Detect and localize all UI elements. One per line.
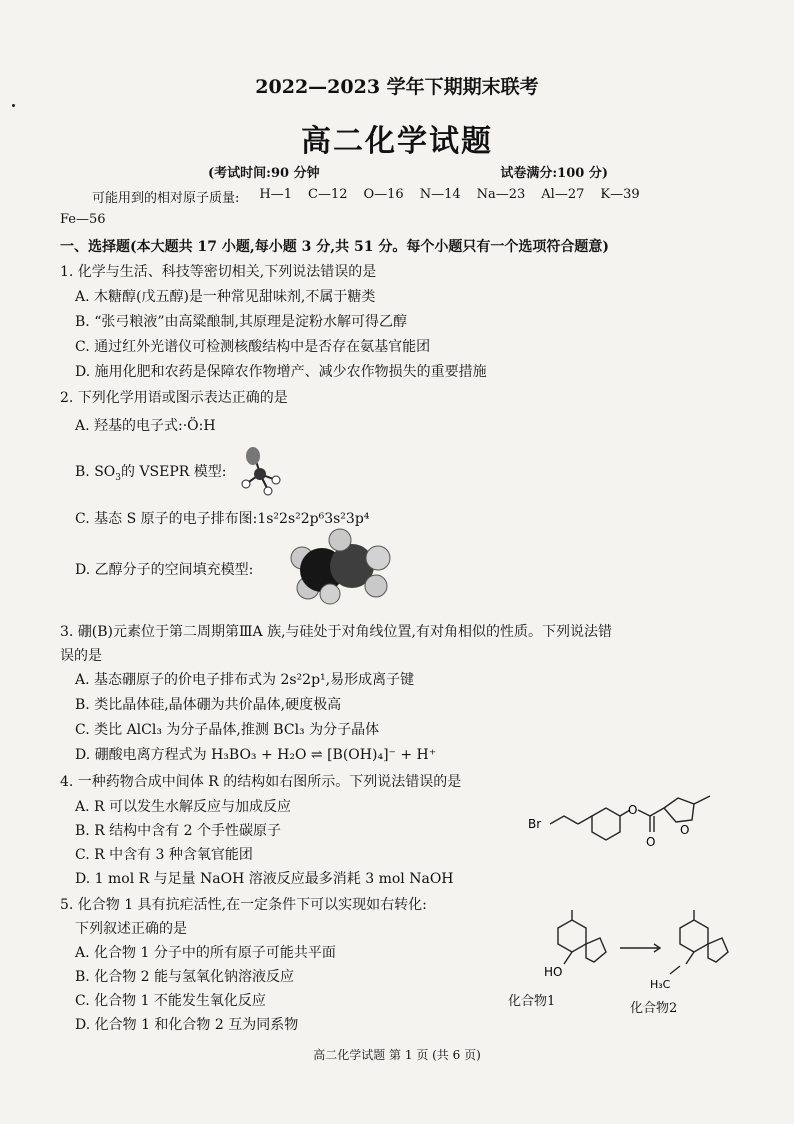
q2-option-a xyxy=(75,416,715,436)
mass-item: O—16 xyxy=(363,187,404,202)
q5-option-b: B. 化合物 2 能与氢氧化钠溶液反应 xyxy=(75,969,294,985)
q2-option-b: B. $SO_3$的 VSEPR 模型: xyxy=(75,464,227,483)
q5-option-a: A. 化合物 1 分子中的所有原子可能共平面 xyxy=(75,945,336,961)
mass-item: Na—23 xyxy=(476,187,526,202)
compound-r-structure-icon xyxy=(520,776,750,856)
section-title: 一、选择题(本大题共 17 小题,每小题 3 分,共 51 分。每个小题只有一个选项符合题意) xyxy=(60,239,609,255)
q3-option-c: C. 类比 AlCl₃ 为分子晶体,推测 BCl₃ 为分子晶体 xyxy=(75,722,380,738)
mass-item: K—39 xyxy=(600,187,640,202)
q1-stem: 1. 化学与生活、科技等密切相关,下列说法错误的是 xyxy=(60,264,377,280)
atomic-masses xyxy=(92,187,762,206)
exam-time: (考试时间:90 分钟 xyxy=(208,166,320,181)
atom-br: Br xyxy=(528,817,542,831)
q3-stem: 3. 硼(B)元素位于第二周期第ⅢA 族,与硅处于对角线位置,有对角相似的性质。下列说法错 xyxy=(60,624,612,640)
q5-stem: 5. 化合物 1 具有抗疟活性,在一定条件下可以实现如右转化: xyxy=(60,897,427,913)
q2-option-c xyxy=(75,509,715,529)
atom-o: O xyxy=(628,803,638,817)
vsepr-model-icon xyxy=(238,444,294,500)
q1-option-d: D. 施用化肥和农药是保障农作物增产、减少农作物损失的重要措施 xyxy=(75,364,487,380)
conversion-scheme-icon xyxy=(530,908,740,996)
q2-option-d xyxy=(75,560,715,580)
q3-stem-wrap: 误的是 xyxy=(60,648,102,664)
label-compound-1: 化合物1 xyxy=(508,994,556,1009)
exam-info xyxy=(208,162,608,181)
q1-option-a: A. 木糖醇(戊五醇)是一种常见甜味剂,不属于糖类 xyxy=(75,289,376,305)
atom-o: O xyxy=(646,835,656,849)
ethanol-space-filling-model-icon xyxy=(284,528,394,606)
atom-ho: HO xyxy=(544,965,563,979)
q1-option-c: C. 通过红外光谱仪可检测核酸结构中是否存在氨基官能团 xyxy=(75,339,431,355)
atom-o: O xyxy=(680,823,690,837)
q1-option-b: B. “张弓粮液”由高粱酿制,其原理是淀粉水解可得乙醇 xyxy=(75,314,407,330)
exam-year-line: 2022—2023 学年下期期末联考 xyxy=(255,76,539,98)
mass-item: C—12 xyxy=(308,187,348,202)
exam-title: 高二化学试题 xyxy=(301,124,493,159)
hydroxyl-electron-formula: ·Ö:H xyxy=(182,418,216,434)
q4-option-d: D. 1 mol R 与足量 NaOH 溶液反应最多消耗 3 mol NaOH xyxy=(75,871,454,887)
q2-c-text: C. 基态 S 原子的电子排布图: xyxy=(75,511,258,527)
q3-option-d: D. 硼酸电离方程式为 H₃BO₃ + H₂O ⇌ [B(OH)₄]⁻ + H⁺ xyxy=(75,747,437,763)
q4-option-c: C. R 中含有 3 种含氧官能团 xyxy=(75,847,253,863)
page-footer: 高二化学试题 第 1 页 (共 6 页) xyxy=(313,1048,481,1062)
q4-option-a: A. R 可以发生水解反应与加成反应 xyxy=(75,799,292,815)
q4-stem: 4. 一种药物合成中间体 R 的结构如右图所示。下列说法错误的是 xyxy=(60,774,462,790)
q4-option-b: B. R 结构中含有 2 个手性碳原子 xyxy=(75,823,281,839)
masses-lead: 可能用到的相对原子质量: xyxy=(92,191,240,206)
speck xyxy=(12,104,15,107)
atom-h3c: H₃C xyxy=(650,978,671,991)
q2-a-text: A. 羟基的电子式: xyxy=(75,418,183,434)
mass-item: Al—27 xyxy=(541,187,585,202)
mass-item-fe: Fe—56 xyxy=(60,212,106,227)
electron-config: 1s²2s²2p⁶3s²3p⁴ xyxy=(257,511,370,527)
q3-option-a: A. 基态硼原子的价电子排布式为 2s²2p¹,易形成离子键 xyxy=(75,672,415,688)
mass-item: H—1 xyxy=(259,187,292,202)
q2-stem: 2. 下列化学用语或图示表达正确的是 xyxy=(60,390,288,406)
label-compound-2: 化合物2 xyxy=(630,1001,678,1016)
q2-d-text: D. 乙醇分子的空间填充模型: xyxy=(75,562,254,578)
q5-option-d: D. 化合物 1 和化合物 2 互为同系物 xyxy=(75,1017,299,1033)
q5-sub: 下列叙述正确的是 xyxy=(75,921,187,937)
full-score: 试卷满分:100 分) xyxy=(500,166,608,181)
q5-option-c: C. 化合物 1 不能发生氧化反应 xyxy=(75,993,266,1009)
q2-b-text: B. SO xyxy=(75,464,116,480)
q3-option-b: B. 类比晶体硅,晶体硼为共价晶体,硬度极高 xyxy=(75,697,342,713)
mass-item: N—14 xyxy=(419,187,461,202)
